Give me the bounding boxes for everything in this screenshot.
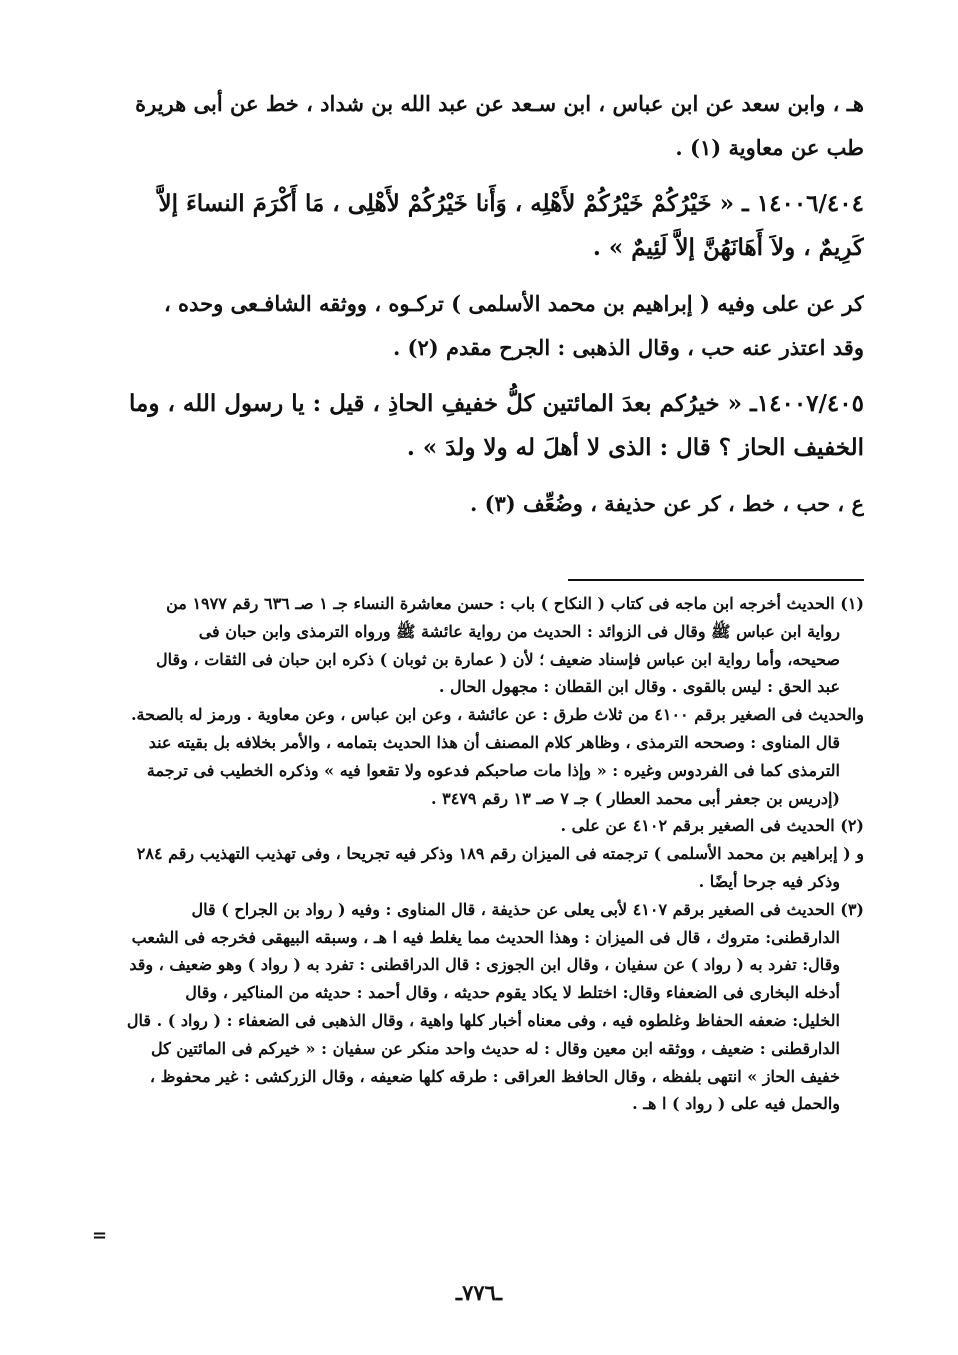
- footnote-line: والحمل فيه على ( رواد ) ا هـ .: [632, 1094, 840, 1114]
- text-line: ١٤٠٠٧/٤٠٥ـ « خيرُكم بعدَ المائتين كلُّ خفيفِ الحاذِ ، قيل : يا رسول الله ، وما: [129, 390, 864, 417]
- text-line: طب عن معاوية (١) .: [675, 135, 864, 160]
- footnote-line: الخليل: ضعفه الحفاظ وغلطوه فيه ، وفى معناه أخبار كلها واهية ، وقال الذهبى فى الضعفاء : ( رواد ) . قال: [126, 1010, 840, 1030]
- text-line: ع ، حب ، خط ، كر عن حذيفة ، وضُعِّف (٣) .: [469, 491, 864, 516]
- footnote-line: رواية ابن عباس ﷺ وقال فى الزوائد : الحديث من رواية عائشة ﷺ ورواه الترمذى وابن حبان فى: [198, 621, 840, 641]
- hadith-paragraph: [96, 182, 864, 270]
- footnote-line: خفيف الحاز » انتهى بلفظه ، وقال الحافظ العراقى : طرقه كلها ضعيفه ، وقال الزركشى : غير محفوظ ،: [149, 1066, 840, 1086]
- footnote: [96, 896, 864, 1118]
- page-number: ـ٧٧٦ـ: [455, 1280, 503, 1305]
- footnote-line: (إدريس بن جعفر أبى محمد العطار ) جـ ٧ صـ ١٣ رقم ٣٤٧٩ .: [430, 788, 840, 808]
- footnote-line: وذكر فيه جرحا أيضًا .: [698, 871, 840, 891]
- text-line: كر عن على وفيه ( إبراهيم بن محمد الأسلمى ) تركـوه ، ووثقه الشافـعى وحده ،: [163, 291, 864, 316]
- footnote-line: عبد الحق : ليس بالقوى . وقال ابن القطان : مجهول الحال .: [438, 677, 840, 697]
- reference-paragraph: [96, 482, 864, 526]
- footnote: [96, 840, 864, 896]
- text-line: الخفيف الحاز ؟ قال : الذى لا أهلَ له ولا ولدَ » .: [406, 434, 864, 461]
- footnote-line: الدارقطنى : ضعيف ، ووثقه ابن معين وقال : له حديث واحد منكر عن سفيان : « خيركم فى المائتين كل: [150, 1038, 840, 1058]
- footnote: [96, 590, 864, 701]
- footnote-line: (٣) الحديث فى الصغير برقم ٤١٠٧ لأبى يعلى عن حذيفة ، قال المناوى : وفيه ( رواد بن الجراح ) قال: [191, 899, 864, 919]
- footnote-divider: [568, 579, 864, 581]
- footnote: [96, 701, 864, 812]
- footnote-line: الدارقطنى: متروك ، قال فى الميزان : وهذا الحديث مما يغلط فيه ا هـ ، وسبقه البيهقى فخرجه فى الشعب: [131, 927, 840, 947]
- footnote: [96, 812, 864, 840]
- text-line: كَرِيمٌ ، ولاَ أَهَانَهُنَّ إلاَّ لَئِيمٌ » .: [592, 234, 864, 261]
- footnote-line: قال المناوى : وصححه الترمذى ، وظاهر كلام المصنف أن هذا الحديث بتمامه ، والأمر بخلافه بل بقيته عند: [148, 732, 840, 752]
- footnote-line: (٢) الحديث فى الصغير برقم ٤١٠٢ عن على .: [560, 816, 864, 836]
- hadith-paragraph: [96, 382, 864, 470]
- footnotes: [96, 590, 864, 1118]
- reference-paragraph: [96, 282, 864, 370]
- footnote-line: أدخله البخارى فى الضعفاء وقال: اختلط لا يكاد يقوم حديثه ، وقال أحمد : حديثه من المناكير ، وقال: [185, 983, 840, 1003]
- footnote-line: و ( إبراهيم بن محمد الأسلمى ) ترجمته فى الميزان رقم ١٨٩ وذكر فيه تجريحا ، وفى تهذيب التهذيب رقم ٢٨٤: [136, 844, 864, 864]
- footnote-line: الترمذى كما فى الفردوس وغيره : « وإذا مات صاحبكم فدعوه ولا تقعوا فيه » وذكره الخطيب فى ترجمة: [146, 760, 840, 780]
- footnote-line: صحيحه، وأما رواية ابن عباس فإسناد ضعيف ؛ لأن ( عمارة بن ثوبان ) ذكره ابن حبان فى الثقات ، وقال: [156, 649, 840, 669]
- footnote-line: (١) الحديث أخرجه ابن ماجه فى كتاب ( النكاح ) باب : حسن معاشرة النساء جـ ١ صـ ٦٣٦ رقم ١٩٧٧ من: [166, 594, 864, 613]
- reference-paragraph: [96, 82, 864, 170]
- text-line: هـ ، وابن سعد عن ابن عباس ، ابن سـعد عن عبد الله بن شداد ، خط عن أبى هريرة: [135, 91, 864, 116]
- text-line: وقد اعتذر عنه حب ، وقال الذهبى : الجرح مقدم (٢) .: [392, 335, 864, 360]
- text-line: ١٤٠٠٦/٤٠٤ ـ « خَيْرُكُمْ خَيْرُكُمْ لأَهْلِه ، وَأَنا خَيْرُكُمْ لأَهْلِى ، مَا أَكْرَمَ النساءَ إلاَّ: [158, 190, 864, 217]
- footnote-line: والحديث فى الصغير برقم ٤١٠٠ من ثلاث طرق : عن عائشة ، وعن ابن عباس ، وعن معاوية . ورمز له بالصحة.: [130, 705, 864, 725]
- footnote-line: وقال: تفرد به ( رواد ) عن سفيان ، وقال ابن الجوزى : قال الدراقطنى : تفرد به ( رواد ) وهو ضعيف ، وقد: [129, 955, 840, 975]
- continuation-mark: =: [92, 1225, 108, 1246]
- main-text: [96, 82, 864, 538]
